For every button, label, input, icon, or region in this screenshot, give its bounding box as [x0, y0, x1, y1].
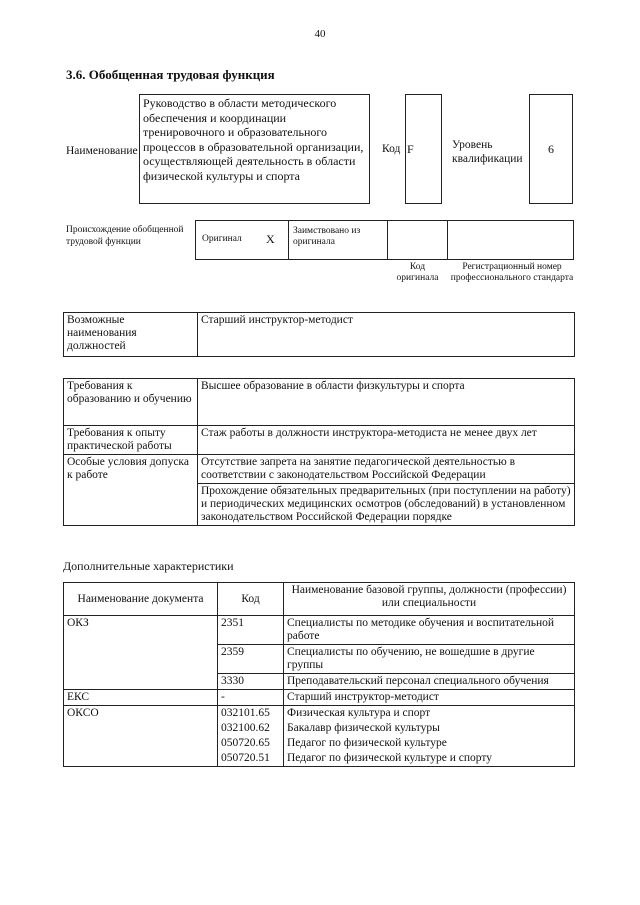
borrowed-label: Заимствовано из оригинала: [293, 226, 361, 247]
dop-doc: [64, 721, 218, 736]
table-row: [64, 690, 575, 706]
proiskhozhdenie-row: [195, 220, 574, 260]
dop-doc: ОКЗ: [64, 616, 218, 645]
table-row: [64, 706, 575, 722]
naimenovanie-label: Наименование: [66, 145, 138, 157]
dop-name: Специалисты по обучению, не вошедшие в другие группы: [284, 645, 575, 674]
divider: [387, 221, 388, 259]
table-row: [64, 721, 575, 736]
dop-name: Бакалавр физической культуры: [284, 721, 575, 736]
dop-name: Преподавательский персонал специального обучения: [284, 674, 575, 690]
dop-title: Дополнительные характеристики: [63, 559, 234, 573]
dop-kod: -: [218, 690, 284, 706]
table-row: [64, 645, 575, 674]
naimenovanie-box: [139, 94, 370, 204]
kod-box: [405, 94, 442, 204]
dop-name: Педагог по физической культуре и спорту: [284, 751, 575, 767]
divider: [447, 221, 448, 259]
page-number: 40: [314, 28, 326, 40]
table-row: [64, 616, 575, 645]
dop-header-row: [64, 583, 575, 616]
uroven-value: 6: [548, 142, 554, 156]
original-label: Оригинал: [202, 234, 242, 244]
osobye-usloviya-value: Отсутствие запрета на занятие педагогической деятельностью в соответствии с законодательством Российской Федерации: [198, 455, 575, 484]
original-mark: X: [266, 232, 275, 246]
dop-table: [63, 582, 575, 767]
dop-doc: [64, 674, 218, 690]
dop-doc: [64, 751, 218, 767]
vozmozhnye-label: Возможные наименования должностей: [64, 313, 198, 357]
dop-kod: 2351: [218, 616, 284, 645]
dop-kod: 032101.65: [218, 706, 284, 722]
dop-kod: 032100.62: [218, 721, 284, 736]
kod-label: Код: [382, 143, 401, 155]
dop-doc: [64, 645, 218, 674]
proiskhozhdenie-label: Происхождение обобщенной трудовой функции: [66, 225, 184, 247]
dop-doc: [64, 736, 218, 751]
dop-name: Старший инструктор-методист: [284, 690, 575, 706]
uroven-label: Уровень квалификации: [452, 139, 523, 165]
naimenovanie-value: Руководство в области методического обеспечения и координации тренировочного и образовательного процессов в образовательной организации, осуществляющей деятельность в области физической культуры и спорта: [143, 96, 364, 183]
dop-header-kod: Код: [218, 583, 284, 616]
uroven-box: [529, 94, 573, 204]
divider: [288, 221, 289, 259]
table-row: [64, 674, 575, 690]
trebovaniya-opyt-label: Требования к опыту практической работы: [64, 426, 198, 455]
dop-doc: ОКСО: [64, 706, 218, 722]
dop-name: Педагог по физической культуре: [284, 736, 575, 751]
trebovaniya-table: [63, 378, 575, 526]
table-row: [64, 751, 575, 767]
kod-originala-label: Код оригинала: [396, 262, 439, 283]
dop-name: Специалисты по методике обучения и воспитательной работе: [284, 616, 575, 645]
dop-kod: 2359: [218, 645, 284, 674]
trebovaniya-obrazovanie-label: Требования к образованию и обучению: [64, 379, 198, 426]
vozmozhnye-value: Старший инструктор-методист: [198, 313, 575, 357]
trebovaniya-opyt-value: Стаж работы в должности инструктора-методиста не менее двух лет: [198, 426, 575, 455]
dop-header-name: Наименование базовой группы, должности (профессии) или специальности: [284, 583, 575, 616]
osobye-usloviya-label: Особые условия допуска к работе: [64, 455, 198, 526]
dop-header-doc: Наименование документа: [64, 583, 218, 616]
dop-kod: 3330: [218, 674, 284, 690]
dop-kod: 050720.65: [218, 736, 284, 751]
trebovaniya-obrazovanie-value: Высшее образование в области физкультуры и спорта: [198, 379, 575, 426]
osobye-usloviya-value: Прохождение обязательных предварительных (при поступлении на работу) и периодических медицинских осмотров (обследований) в установленном законодательством Российской Федерации порядке: [198, 484, 575, 526]
vozmozhnye-table: [63, 312, 575, 357]
dop-kod: 050720.51: [218, 751, 284, 767]
table-row: [64, 736, 575, 751]
dop-doc: ЕКС: [64, 690, 218, 706]
dop-name: Физическая культура и спорт: [284, 706, 575, 722]
reg-nomer-label: Регистрационный номер профессионального стандарта: [450, 262, 574, 283]
section-title: 3.6. Обобщенная трудовая функция: [66, 67, 275, 82]
kod-value: F: [407, 142, 414, 156]
